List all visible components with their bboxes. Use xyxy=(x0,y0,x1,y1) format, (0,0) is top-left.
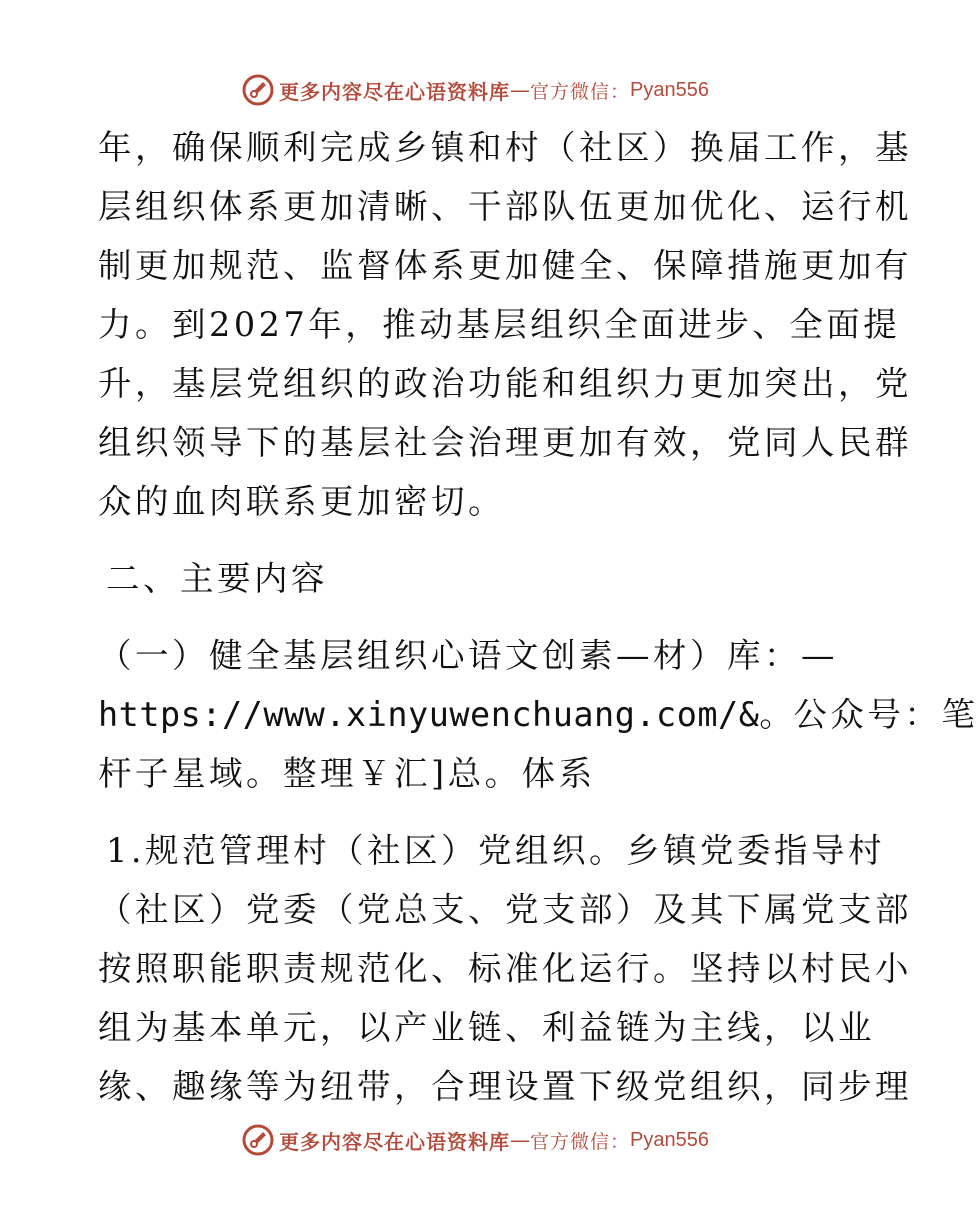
wechat-account-text: 公众号：笔 xyxy=(793,695,978,734)
paragraph-2-line: （社区）党委（党总支、党支部）及其下属党支部 xyxy=(98,890,912,929)
banner-dash: — xyxy=(510,78,530,102)
brand-logo-icon xyxy=(241,1123,275,1157)
banner-main-text: 更多内容尽在心语资料库 xyxy=(279,79,510,104)
banner-main-text: 更多内容尽在心语资料库 xyxy=(279,1129,510,1154)
subsection-heading-line: （一）健全基层组织心语文创素—材）库：— xyxy=(98,636,838,675)
paragraph-1-line: 年，确保顺利完成乡镇和村（社区）换届工作，基 xyxy=(98,128,912,167)
paragraph-2-line: 缘、趣缘等为纽带，合理设置下级党组织，同步理 xyxy=(98,1067,912,1106)
subsection-heading-line: 杆子星域。整理￥汇]总。体系 xyxy=(98,754,596,793)
paragraph-2-line: 按照职能职责规范化、标准化运行。坚持以村民小 xyxy=(98,949,912,988)
paragraph-1-line: 升，基层党组织的政治功能和组织力更加突出，党 xyxy=(98,364,912,403)
paragraph-1-line: 制更加规范、监督体系更加健全、保障措施更加有 xyxy=(98,246,912,285)
brand-logo-icon xyxy=(241,73,275,107)
banner-wechat-label: 官方微信： xyxy=(530,1130,631,1153)
paragraph-1-line: 组织领导下的基层社会治理更加有效，党同人民群 xyxy=(98,423,912,462)
footer-watermark-banner xyxy=(0,1120,950,1160)
source-url: https://www.xinyuwenchuang.com/&。 xyxy=(98,695,794,734)
paragraph-2-line: 1.规范管理村（社区）党组织。乡镇党委指导村 xyxy=(106,831,885,870)
paragraph-2-line: 组为基本单元，以产业链、利益链为主线，以业 xyxy=(98,1008,875,1047)
header-watermark-banner xyxy=(0,70,950,110)
banner-wechat-label: 官方微信： xyxy=(530,80,631,103)
paragraph-1-line: 众的血肉联系更加密切。 xyxy=(98,482,505,521)
banner-wechat-id: Pyan556 xyxy=(630,1128,709,1151)
section-heading: 二、主要内容 xyxy=(106,559,328,598)
document-body xyxy=(98,118,978,1116)
paragraph-1-line: 力。到2027年，推动基层组织全面进步、全面提 xyxy=(98,305,901,344)
subsection-url-line xyxy=(98,685,978,744)
banner-wechat-id: Pyan556 xyxy=(630,78,709,101)
banner-dash: — xyxy=(510,1128,530,1152)
paragraph-1-line: 层组织体系更加清晰、干部队伍更加优化、运行机 xyxy=(98,187,912,226)
